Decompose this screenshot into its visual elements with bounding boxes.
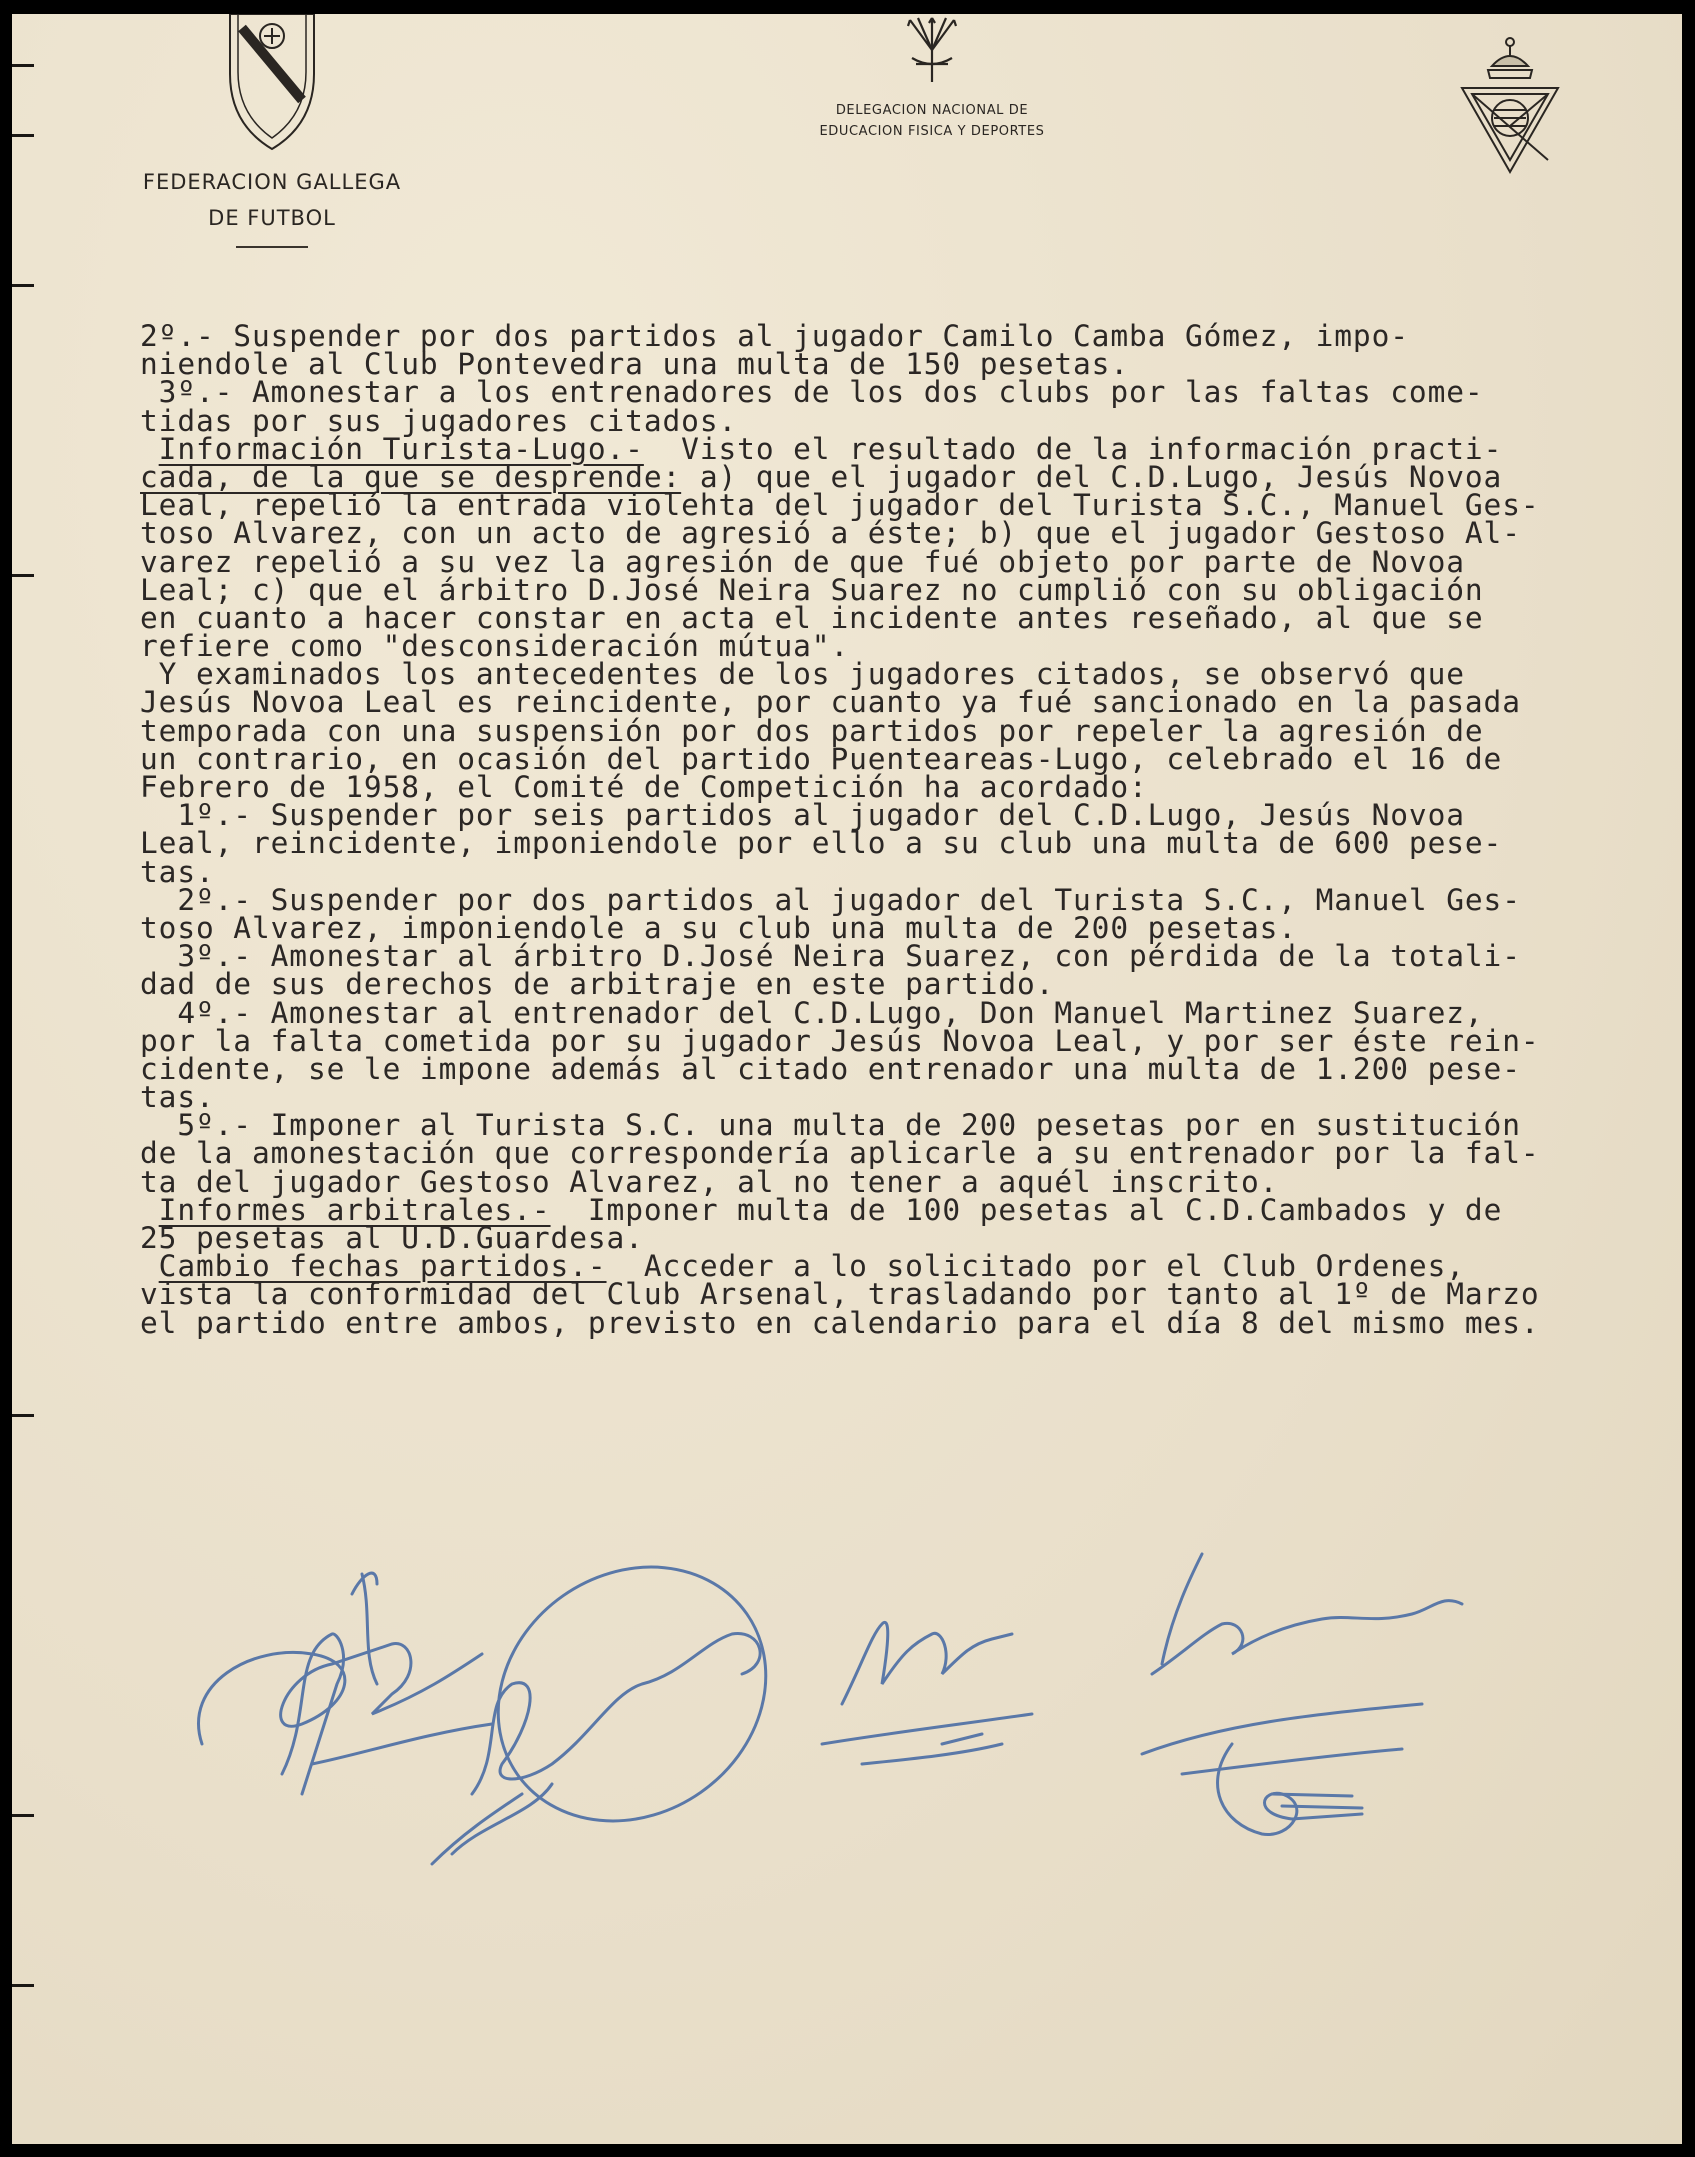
body-text-segment: Leal, repelió la entrada violehta del jugador del Turista S.C., Manuel Ges-	[140, 488, 1540, 523]
body-line	[140, 1249, 1680, 1284]
body-line	[140, 544, 1680, 579]
body-text-segment: varez repelió a su vez la agresión de que fué objeto por parte de Novoa	[140, 544, 1465, 579]
body-line	[140, 572, 1680, 607]
body-line	[140, 1221, 1680, 1255]
body-line	[140, 375, 1680, 410]
section-heading: Información Turista-Lugo.-	[158, 431, 644, 466]
body-text-segment: Leal, reincidente, imponiendole por ello a su club una multa de 600 pese-	[140, 826, 1503, 861]
signature-1	[199, 1644, 482, 1744]
binding-mark	[12, 134, 34, 137]
body-line	[140, 910, 1680, 945]
body-line	[140, 431, 1680, 466]
body-text-segment: Y examinados los antecedentes de los jugadores citados, se observó que	[140, 657, 1465, 692]
body-text-segment: un contrario, en ocasión del partido Puenteareas-Lugo, celebrado el 16 de	[140, 741, 1503, 776]
resolution-body	[140, 319, 1680, 1340]
body-line	[140, 1164, 1680, 1199]
body-line	[140, 1277, 1680, 1312]
body-text-segment: ta del jugador Gestoso Alvarez, al no tener a aquél inscrito.	[140, 1164, 1279, 1199]
body-line	[140, 882, 1680, 917]
body-text-segment: tas.	[140, 854, 215, 889]
body-line	[140, 1136, 1680, 1171]
body-line	[140, 319, 1680, 353]
body-text-segment: refiere como "desconsideración mútua".	[140, 629, 850, 664]
body-text-segment: Visto el resultado de la información practi-	[643, 431, 1503, 466]
body-text-segment: tas.	[140, 1080, 215, 1115]
body-text-segment: Jesús Novoa Leal es reincidente, por cuanto ya fué sancionado en la pasada	[140, 685, 1521, 720]
body-text-segment: Febrero de 1958, el Comité de Competición ha acordado:	[140, 770, 1148, 804]
yoke-and-arrows-emblem	[902, 14, 962, 86]
body-line	[140, 516, 1680, 551]
federation-letterhead	[112, 14, 432, 248]
body-line	[140, 854, 1680, 889]
signatures	[162, 1534, 1612, 1894]
signature-3	[842, 1622, 1012, 1704]
body-line	[140, 685, 1680, 720]
body-line	[140, 741, 1680, 776]
body-line	[140, 1192, 1680, 1227]
crowned-crest-logo	[1458, 26, 1578, 181]
body-line	[140, 488, 1680, 523]
binding-mark	[12, 1984, 34, 1987]
body-text-segment: Acceder a lo solicitado por el Club Ordenes,	[606, 1249, 1465, 1284]
body-text-segment: tidas por sus jugadores citados.	[140, 403, 738, 438]
body-text-segment: dad de sus derechos de arbitraje en este partido.	[140, 967, 1055, 1002]
body-line	[140, 629, 1680, 664]
section-heading: cada, de la que se desprende:	[140, 459, 682, 494]
section-heading: Informes arbitrales.-	[158, 1192, 551, 1227]
body-text-segment: cidente, se le impone además al citado entrenador una multa de 1.200 pese-	[140, 1051, 1521, 1086]
body-line	[140, 1051, 1680, 1086]
section-heading: Cambio fechas partidos.-	[158, 1249, 607, 1284]
body-line	[140, 995, 1680, 1030]
body-line	[140, 403, 1680, 438]
body-line	[140, 459, 1680, 494]
body-line	[140, 826, 1680, 861]
body-text-segment: Imponer multa de 100 pesetas al C.D.Cambados y de	[550, 1192, 1503, 1227]
document-page	[12, 14, 1682, 2144]
body-text-segment: 5º.- Imponer al Turista S.C. una multa de 200 pesetas por en sustitución	[140, 1108, 1521, 1143]
body-text-segment: de la amonestación que correspondería aplicarle a su entrenador por la fal-	[140, 1136, 1540, 1171]
body-text-segment: en cuanto a hacer constar en acta el incidente antes reseñado, al que se	[140, 600, 1484, 635]
federation-name-line1: FEDERACION GALLEGA	[142, 170, 402, 194]
body-text-segment: 4º.- Amonestar al entrenador del C.D.Lugo, Don Manuel Martinez Suarez,	[140, 995, 1484, 1030]
body-line	[140, 1023, 1680, 1058]
body-text-segment: el partido entre ambos, previsto en calendario para el día 8 del mismo mes.	[140, 1305, 1540, 1340]
federation-name-line2: DE FUTBOL	[208, 206, 336, 230]
body-line	[140, 713, 1680, 748]
binding-mark	[12, 1814, 34, 1817]
body-text-segment: toso Alvarez, imponiendole a su club una multa de 200 pesetas.	[140, 910, 1297, 945]
binding-mark	[12, 574, 34, 577]
body-line	[140, 600, 1680, 635]
body-text-segment: vista la conformidad del Club Arsenal, trasladando por tanto al 1º de Marzo	[140, 1277, 1540, 1312]
body-text-segment: toso Alvarez, con un acto de agresió a éste; b) que el jugador Gestoso Al-	[140, 516, 1521, 551]
body-text-segment: niendole al Club Pontevedra una multa de 150 pesetas.	[140, 347, 1130, 382]
header-rule	[236, 246, 308, 248]
delegation-name-line1: DELEGACION NACIONAL DE	[835, 103, 1029, 118]
body-text-segment: 2º.- Suspender por dos partidos al jugador Camilo Camba Gómez, impo-	[140, 319, 1409, 353]
body-text-segment: por la falta cometida por su jugador Jesús Novoa Leal, y por ser éste rein-	[140, 1023, 1540, 1058]
delegation-name-line2: EDUCACION FISICA Y DEPORTES	[819, 124, 1045, 139]
body-line	[140, 967, 1680, 1002]
body-line	[140, 1080, 1680, 1115]
body-text-segment: Leal; c) que el árbitro D.José Neira Suarez no cumplió con su obligación	[140, 572, 1484, 607]
body-text-segment: 1º.- Suspender por seis partidos al jugador del C.D.Lugo, Jesús Novoa	[140, 798, 1465, 833]
body-text-segment: 3º.- Amonestar al árbitro D.José Neira Suarez, con pérdida de la totali-	[140, 939, 1521, 974]
binding-mark	[12, 64, 34, 67]
signature-4	[1152, 1554, 1462, 1674]
body-text-segment: 25 pesetas al U.D.Guardesa.	[140, 1221, 644, 1255]
body-text-segment: temporada con una suspensión por dos partidos por repeler la agresión de	[140, 713, 1484, 748]
federation-shield-logo	[224, 14, 320, 152]
body-text-segment: a) que el jugador del C.D.Lugo, Jesús Novoa	[681, 459, 1503, 494]
binding-mark	[12, 284, 34, 287]
body-text-segment: 2º.- Suspender por dos partidos al jugador del Turista S.C., Manuel Ges-	[140, 882, 1521, 917]
body-line	[140, 939, 1680, 974]
body-line	[140, 798, 1680, 833]
body-line	[140, 347, 1680, 382]
body-text-segment: 3º.- Amonestar a los entrenadores de los dos clubs por las faltas come-	[140, 375, 1484, 410]
body-line	[140, 770, 1680, 804]
delegation-letterhead	[752, 14, 1112, 142]
binding-mark	[12, 1414, 34, 1417]
body-line	[140, 657, 1680, 692]
crown-crest-icon	[1458, 26, 1562, 176]
body-line	[140, 1108, 1680, 1143]
body-line	[140, 1305, 1680, 1340]
